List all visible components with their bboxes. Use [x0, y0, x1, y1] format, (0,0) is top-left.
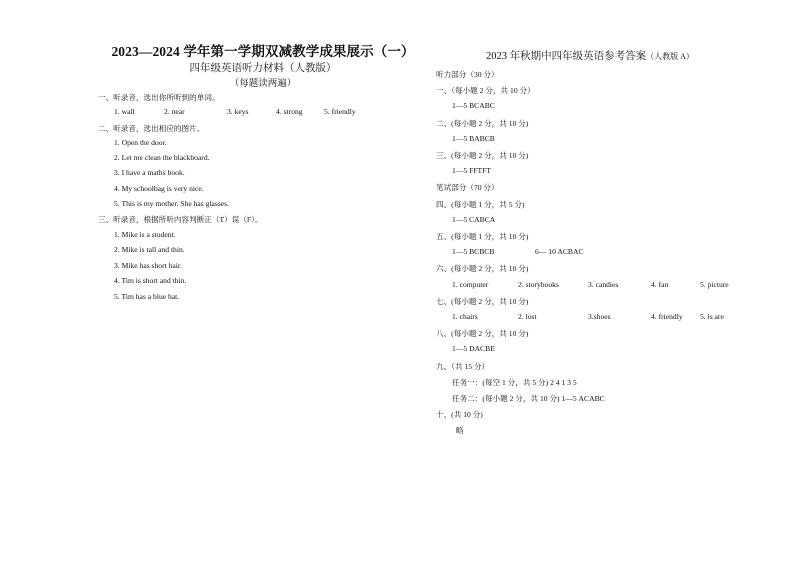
section-1-item: 2. near — [164, 107, 185, 116]
answer-cell: 4. fan — [651, 279, 669, 289]
answer-text: 八、(每小题 2 分，共 10 分) — [436, 329, 529, 339]
answer-cell: 2. lost — [518, 312, 537, 321]
answer-text: 任务二：(每小题 2 分，共 10 分) 1—5 ACABC — [452, 394, 605, 403]
answer-key-title — [486, 48, 694, 63]
answer-row — [436, 118, 528, 129]
answer-text-extra: 6— 10 ACBAC — [535, 247, 584, 257]
section-3-heading: 三、听录音，根据所听内容判断正（T）误（F）。 — [98, 215, 263, 224]
section-3-item: 1. Mike is a student. — [114, 230, 176, 239]
answer-text: 十、(共 10 分) — [436, 410, 483, 420]
answer-text: 一、（每小题 2 分，共 10 分） — [436, 86, 535, 96]
section-3-item: 4. Tim is short and thin. — [114, 276, 187, 285]
section-1-heading: 一、听录音，选出你所听到的单词。 — [98, 93, 220, 102]
answer-row — [452, 344, 495, 353]
listening-material-subtitle: 四年级英语听力材料（人教版） — [189, 63, 337, 74]
section-3-item: 5. Tim has a blue hat. — [114, 292, 180, 301]
answer-cell: 4. friendly — [651, 312, 683, 321]
answer-text: 任务一：(每空 1 分，共 5 分) 2 4 1 3 5 — [452, 377, 577, 387]
page-title: 2023—2024 学年第一学期双减教学成果展示（一） — [111, 44, 415, 59]
answer-cell: 5. picture — [700, 279, 729, 289]
section-2-item: 4. My schoolbag is very nice. — [114, 184, 204, 193]
section-1-item: 5. friendly — [324, 107, 356, 116]
answer-row — [436, 182, 499, 193]
section-2-item: 1. Open the door. — [114, 138, 167, 147]
section-2-heading: 二、听录音，选出相应的图片。 — [98, 124, 205, 133]
answer-row — [452, 166, 491, 175]
answer-text: 略 — [456, 426, 464, 436]
answer-text: 九、（共 15 分） — [436, 361, 490, 371]
answer-text: 三、(每小题 2 分，共 10 分) — [436, 151, 529, 160]
answer-row — [456, 425, 464, 436]
answer-row — [452, 377, 577, 388]
answer-row — [436, 263, 528, 274]
answer-row — [436, 361, 489, 372]
answer-row — [436, 409, 483, 420]
section-2-item: 5. This is my mother. She has glasses. — [114, 199, 230, 208]
answer-row — [436, 199, 525, 210]
answer-cell: 1. chairs — [452, 312, 478, 321]
answer-row — [436, 150, 528, 161]
answer-text: 二、(每小题 2 分，共 10 分) — [436, 118, 529, 128]
answer-cell: 3. candies — [588, 279, 619, 289]
answer-key-edition: （人教版 A） — [646, 52, 694, 61]
answer-text: 1—5 CABCA — [452, 214, 496, 224]
answer-text: 1—5 BCABC — [452, 101, 495, 111]
answer-text: 笔试部分（70 分） — [436, 183, 499, 193]
answer-text: 1—5 FFTFT — [452, 166, 492, 176]
section-1-item: 1. wall — [114, 107, 135, 116]
section-2-item: 3. I have a maths book. — [114, 168, 185, 177]
answer-row — [436, 296, 528, 307]
read-twice-note: （每题读两遍） — [229, 79, 297, 89]
answer-row — [452, 134, 495, 143]
answer-row — [436, 69, 499, 80]
answer-row — [436, 231, 528, 242]
answer-text: 七、(每小题 2 分，共 10 分) — [436, 296, 529, 306]
section-1-item: 3. keys — [227, 107, 249, 116]
answer-text: 四、(每小题 1 分，共 5 分) — [436, 199, 525, 209]
section-2-item: 2. Let me clean the blackboard. — [114, 153, 210, 162]
answer-text: 听力部分（30 分） — [436, 70, 499, 79]
answer-row — [452, 393, 605, 404]
answer-key-title-text: 2023 年秋期中四年级英语参考答案 — [486, 51, 647, 62]
answer-text: 1—5 DACBE — [452, 344, 495, 354]
section-1-item: 4. strong — [276, 107, 303, 116]
section-3-item: 2. Mike is tall and thin. — [114, 245, 185, 254]
answer-text: 1—5 BABCB — [452, 133, 495, 143]
answer-row — [436, 85, 535, 96]
answer-text: 五、(每小题 1 分，共 10 分) — [436, 232, 529, 241]
answer-cell: 2. storybooks — [518, 279, 559, 289]
answer-cell: 3.shoes — [588, 312, 611, 321]
answer-row — [452, 215, 495, 224]
answer-text: 六、(每小题 2 分，共 10 分) — [436, 264, 529, 274]
answer-cell: 5. is are — [700, 312, 724, 321]
answer-text: 1—5 BCBCB — [452, 247, 495, 257]
answer-row — [452, 101, 495, 110]
section-3-item: 3. Mike has short hair. — [114, 261, 182, 270]
answer-cell: 1. computer — [452, 279, 489, 289]
answer-row — [452, 247, 584, 257]
answer-row — [436, 328, 528, 339]
